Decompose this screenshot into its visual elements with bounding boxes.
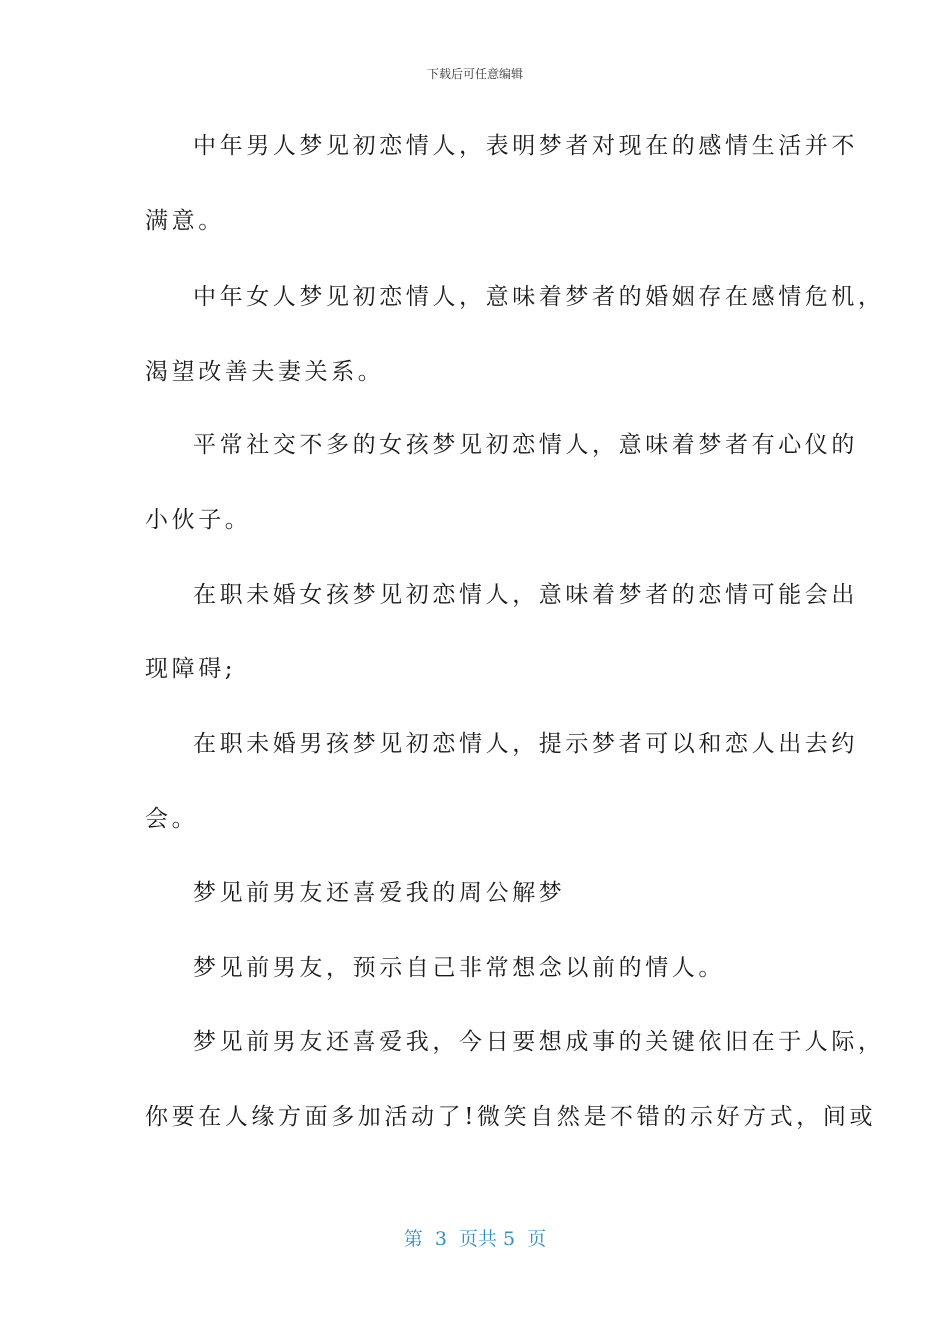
paragraph-line: 渴望改善夫妻关系。: [145, 359, 385, 385]
paragraph-line: 中年男人梦见初恋情人，表明梦者对现在的感情生活并不: [193, 133, 858, 159]
section-heading: 梦见前男友还喜爱我的周公解梦: [193, 880, 566, 906]
paragraph-line: 平常社交不多的女孩梦见初恋情人，意味着梦者有心仪的: [193, 432, 858, 458]
paragraph-line: 小伙子。: [145, 507, 252, 533]
paragraph-line: 现障碍;: [145, 656, 237, 682]
paragraph-line: 你要在人缘方面多加活动了!微笑自然是不错的示好方式，间或: [145, 1104, 877, 1130]
page-header: 下载后可任意编辑: [426, 67, 523, 81]
page-number-footer: 第 3 页共 5 页: [403, 1228, 547, 1250]
paragraph-line: 梦见前男友，预示自己非常想念以前的情人。: [193, 955, 725, 981]
paragraph-line: 满意。: [145, 208, 225, 234]
paragraph-line: 中年女人梦见初恋情人，意味着梦者的婚姻存在感情危机，: [193, 284, 885, 310]
paragraph-line: 梦见前男友还喜爱我，今日要想成事的关键依旧在于人际，: [193, 1029, 885, 1055]
paragraph-line: 在职未婚女孩梦见初恋情人，意味着梦者的恋情可能会出: [193, 582, 858, 608]
paragraph-line: 在职未婚男孩梦见初恋情人，提示梦者可以和恋人出去约: [193, 731, 858, 757]
paragraph-line: 会。: [145, 806, 199, 832]
